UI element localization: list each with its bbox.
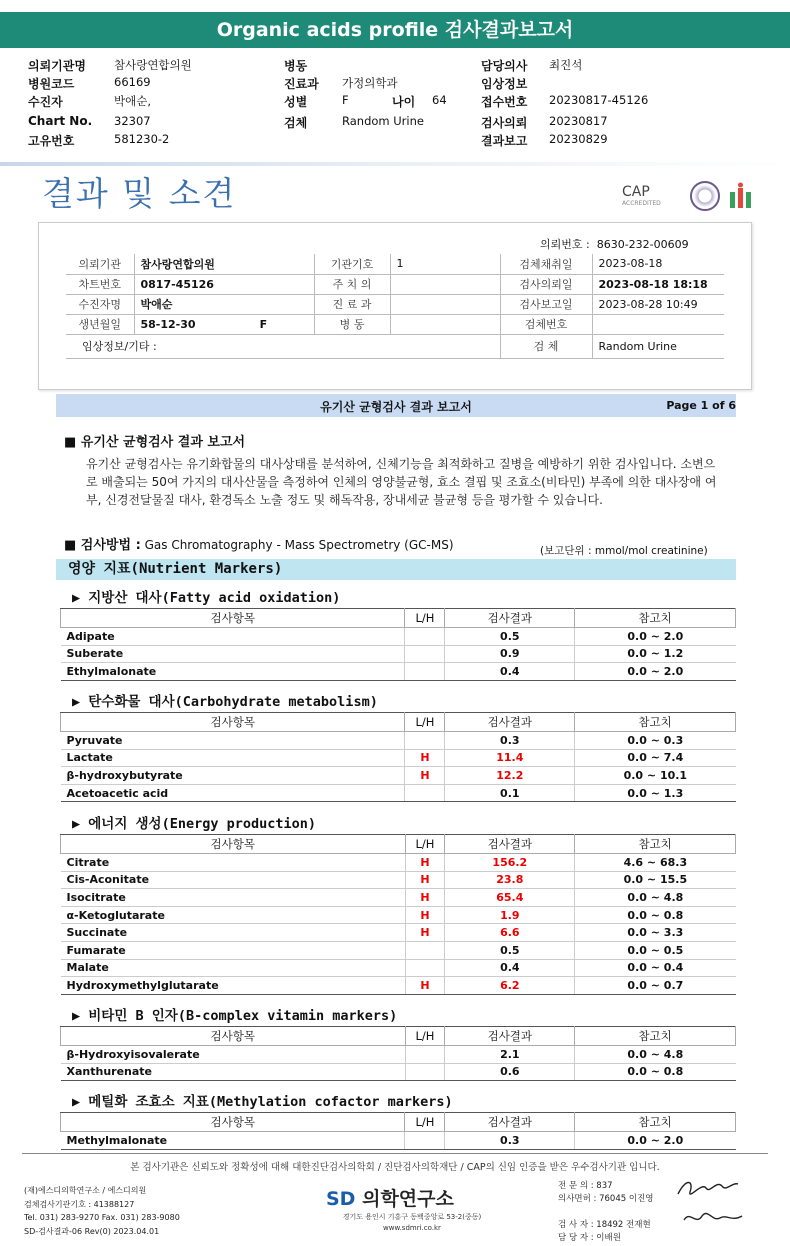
lh-flag: H [405, 977, 445, 995]
header-value: 최진석 [549, 58, 583, 72]
sd-logo-text: 의학연구소 [362, 1188, 454, 1210]
footer-right-line: 전 문 의 : 837 [558, 1181, 613, 1191]
group-title: ▶ 에너지 생성(Energy production) [72, 816, 317, 832]
column-header: L/H [405, 609, 445, 628]
lh-flag [405, 663, 445, 681]
test-name: β-Hydroxyisovalerate [61, 1046, 406, 1064]
column-header: 참고치 [575, 713, 736, 732]
website: www.sdmri.co.kr [383, 1224, 441, 1232]
lh-flag [405, 784, 445, 802]
lh-flag [405, 645, 445, 663]
test-value: 0.6 [445, 1063, 575, 1081]
test-value: 6.6 [445, 924, 575, 942]
column-header: 참고치 [575, 609, 736, 628]
test-name: Suberate [61, 645, 405, 663]
dob-sex: F [259, 317, 268, 331]
test-name: α-Ketoglutarate [61, 906, 406, 924]
footer-left-line: (재)에스디의학연구소 / 에스디의원 [24, 1186, 147, 1195]
test-name: Lactate [61, 749, 405, 767]
info-value: 2023-08-28 10:49 [592, 294, 724, 314]
info-label: 검체번호 [500, 314, 592, 334]
lh-flag: H [405, 749, 445, 767]
info-value: 0817-45126 [134, 274, 314, 294]
column-header: 검사항목 [61, 1113, 405, 1132]
table-row [61, 732, 736, 750]
column-header: 참고치 [575, 1027, 736, 1046]
reference-range: 0.0 ~ 15.5 [575, 871, 736, 889]
header-label: Chart No. [28, 114, 93, 128]
column-header: 참고치 [575, 835, 736, 854]
info-value: 참사랑연합의원 [134, 254, 314, 274]
header-label: 접수번호 [481, 95, 528, 109]
table-row [61, 854, 736, 872]
sd-logo [326, 1184, 454, 1211]
lh-flag: H [405, 906, 445, 924]
table-row [61, 941, 736, 959]
lh-flag [405, 1046, 445, 1064]
reference-range: 0.0 ~ 7.4 [575, 749, 736, 767]
signature-2-icon [680, 1206, 750, 1228]
group-title: ▶ 지방산 대사(Fatty acid oxidation) [72, 590, 341, 606]
header-value: 참사랑연합의원 [114, 58, 192, 72]
footer-note: 본 검사기관은 신뢰도와 정확성에 대해 대한진단검사의학회 / 진단검사의학재단 / CAP의 신임 인증을 받은 우수검사기관 입니다. [130, 1162, 660, 1173]
result-heading: 결과 및 소견 [42, 174, 237, 213]
column-header: 검사결과 [445, 609, 575, 628]
header-value: 20230817 [549, 114, 608, 128]
column-header: 검사항목 [61, 1027, 406, 1046]
test-value: 2.1 [445, 1046, 575, 1064]
column-header: L/H [405, 713, 445, 732]
info-value: 1 [390, 254, 500, 274]
footer-divider [22, 1153, 768, 1154]
info-label: 주 치 의 [314, 274, 390, 294]
test-value: 23.8 [445, 871, 575, 889]
age-label: 나이 [392, 95, 416, 109]
reference-range: 0.0 ~ 0.4 [575, 959, 736, 977]
test-name: Pyruvate [61, 732, 405, 750]
lh-flag: H [405, 871, 445, 889]
test-value: 0.3 [445, 1132, 575, 1150]
header-label: 성별 [284, 95, 308, 109]
info-label: 기관기호 [314, 254, 390, 274]
info-label: 검사의뢰일 [500, 274, 592, 294]
table-row [61, 871, 736, 889]
test-value: 156.2 [445, 854, 575, 872]
table-row [61, 924, 736, 942]
lh-flag: H [405, 924, 445, 942]
test-value: 0.1 [445, 784, 575, 802]
column-header: L/H [405, 1027, 445, 1046]
test-name: Xanthurenate [61, 1063, 406, 1081]
reference-range: 0.0 ~ 0.8 [575, 906, 736, 924]
patient-info-table [66, 254, 724, 359]
cap-logo [622, 184, 661, 207]
reference-range: 0.0 ~ 0.3 [575, 732, 736, 750]
age-value: 64 [432, 93, 447, 107]
clinical-label: 임상정보/기타 : [66, 334, 500, 358]
header-label: 진료과 [284, 77, 319, 91]
report-bar [56, 394, 736, 417]
group-title: ▶ 탄수화물 대사(Carbohydrate metabolism) [72, 694, 378, 710]
lh-flag [405, 1063, 445, 1081]
info-label: 진 료 과 [314, 294, 390, 314]
header-label: 의뢰기관명 [28, 59, 86, 73]
info-label: 차트번호 [66, 274, 134, 294]
test-name: Methylmalonate [61, 1132, 405, 1150]
table-row [61, 784, 736, 802]
footer-right-line: 의사면허 : 76045 이진영 [558, 1194, 654, 1204]
info-value [390, 274, 500, 294]
header-label: 임상정보 [481, 77, 528, 91]
reference-range: 0.0 ~ 10.1 [575, 767, 736, 785]
info-value [390, 314, 500, 334]
test-value: 0.5 [445, 628, 575, 646]
info-label: 검사보고일 [500, 294, 592, 314]
result-table [60, 1026, 736, 1081]
lh-flag [405, 1132, 445, 1150]
report-unit: (보고단위 : mmol/mol creatinine) [540, 545, 708, 557]
test-name: Acetoacetic acid [61, 784, 405, 802]
info-label: 수진자명 [66, 294, 134, 314]
table-row [61, 628, 736, 646]
info-value [134, 314, 314, 334]
column-header: 검사항목 [61, 609, 405, 628]
table-row [61, 1132, 736, 1150]
test-value: 0.4 [445, 663, 575, 681]
column-header: 검사항목 [61, 713, 405, 732]
info-value: 2023-08-18 18:18 [592, 274, 724, 294]
test-name: β-hydroxybutyrate [61, 767, 405, 785]
intro-text: 유기산 균형검사는 유기화합물의 대사상태를 분석하여, 신체기능을 최적화하고 질병을 예방하기 위한 검사입니다. 소변으로 배출되는 50여 가지의 대사산물을 측정하여 인체의 영양불균형, 효소 결핍 및 조효소(비타민) 부족에 의한 대사장애 여부, 신경전달물질 대사, 환경독소 노출 정도 및 해독작용, 장내세균 불균형 등을 평가할 수 있습니다. [86, 457, 717, 507]
header-label: 검체 [284, 116, 308, 130]
info-value: 박애순 [134, 294, 314, 314]
reference-range: 4.6 ~ 68.3 [575, 854, 736, 872]
lh-flag [405, 941, 445, 959]
test-name: Cis-Aconitate [61, 871, 406, 889]
result-table [60, 712, 736, 802]
seal-logo-icon [690, 181, 720, 211]
info-label: 병 동 [314, 314, 390, 334]
footer-left-line: 검체검사기관기호 : 41388127 [24, 1199, 135, 1209]
reference-range: 0.0 ~ 0.7 [575, 977, 736, 995]
info-value [592, 314, 724, 334]
page-indicator: Page 1 of 6 [666, 399, 736, 412]
result-table [60, 608, 736, 681]
reference-range: 0.0 ~ 2.0 [575, 663, 736, 681]
divider [0, 162, 790, 166]
group-title: ▶ 비타민 B 인자(B-complex vitamin markers) [72, 1008, 398, 1024]
footer-left-line: Tel. 031) 283-9270 Fax. 031) 283-9080 [24, 1213, 180, 1222]
specimen-value: Random Urine [592, 334, 724, 358]
header-value: 20230829 [549, 132, 608, 146]
footer-right-line: 검 사 자 : 18492 전재현 [558, 1220, 651, 1230]
request-number [540, 236, 689, 252]
table-row [61, 663, 736, 681]
test-value: 1.9 [445, 906, 575, 924]
info-label: 생년월일 [66, 314, 134, 334]
header-value: 32307 [114, 114, 151, 128]
header-label: 결과보고 [481, 134, 528, 148]
header-label: 수진자 [28, 95, 63, 109]
signature-1-icon [674, 1176, 744, 1202]
reference-range: 0.0 ~ 4.8 [575, 1046, 736, 1064]
header-label: 병원코드 [28, 77, 75, 91]
sd-logo-mark: SD [326, 1188, 356, 1210]
table-row [61, 1046, 736, 1064]
test-value: 0.4 [445, 959, 575, 977]
reference-range: 0.0 ~ 0.5 [575, 941, 736, 959]
test-value: 0.9 [445, 645, 575, 663]
group-title: ▶ 메틸화 조효소 지표(Methylation cofactor markers) [72, 1094, 453, 1110]
nutrient-markers-bar: 영양 지표(Nutrient Markers) [56, 559, 736, 580]
method [64, 534, 454, 553]
table-row [61, 749, 736, 767]
result-table [60, 834, 736, 995]
header-value: F [342, 93, 349, 107]
info-label: 검체채취일 [500, 254, 592, 274]
test-name: Hydroxymethylglutarate [61, 977, 406, 995]
reference-range: 0.0 ~ 1.3 [575, 784, 736, 802]
column-header: 검사결과 [445, 835, 575, 854]
header-value: 66169 [114, 75, 151, 89]
reference-range: 0.0 ~ 2.0 [575, 1132, 736, 1150]
method-value: Gas Chromatography - Mass Spectrometry (GC-MS) [144, 538, 454, 552]
test-name: Isocitrate [61, 889, 406, 907]
request-number-value: 8630-232-00609 [596, 238, 689, 251]
lab-logo-icon [728, 182, 754, 210]
lh-flag [405, 732, 445, 750]
column-header: 참고치 [575, 1113, 736, 1132]
footer-right [558, 1180, 654, 1245]
header-label: 담당의사 [481, 59, 528, 73]
column-header: 검사결과 [445, 1027, 575, 1046]
lh-flag [405, 628, 445, 646]
method-label: ■ 검사방법 : [64, 538, 141, 553]
column-header: L/H [405, 1113, 445, 1132]
test-value: 12.2 [445, 767, 575, 785]
cap-logo-main: CAP [622, 184, 650, 200]
test-name: Succinate [61, 924, 406, 942]
reference-range: 0.0 ~ 1.2 [575, 645, 736, 663]
header-value: 581230-2 [114, 132, 170, 146]
header-label: 고유번호 [28, 134, 75, 148]
lh-flag: H [405, 854, 445, 872]
info-value: 2023-08-18 [592, 254, 724, 274]
header-value: 20230817-45126 [549, 93, 649, 107]
cap-logo-sub: ACCREDITED [622, 200, 661, 207]
result-table [60, 1112, 736, 1150]
test-name: Malate [61, 959, 406, 977]
header-label: 병동 [284, 59, 308, 73]
footer-address [312, 1212, 512, 1234]
reference-range: 0.0 ~ 2.0 [575, 628, 736, 646]
table-row [61, 645, 736, 663]
lh-flag: H [405, 889, 445, 907]
table-row [61, 1063, 736, 1081]
table-row [61, 767, 736, 785]
table-row [61, 906, 736, 924]
column-header: 검사결과 [445, 1113, 575, 1132]
request-number-label: 의뢰번호 : [540, 238, 590, 251]
info-label: 의뢰기관 [66, 254, 134, 274]
info-value [390, 294, 500, 314]
footer-left-line: SD-검사결과-06 Rev(0) 2023.04.01 [24, 1226, 160, 1236]
specimen-label: 검 체 [500, 334, 592, 358]
test-name: Citrate [61, 854, 406, 872]
column-header: 검사항목 [61, 835, 406, 854]
intro-heading: ■ 유기산 균형검사 결과 보고서 [64, 435, 246, 450]
footer-left [24, 1184, 180, 1238]
report-title: Organic acids profile 검사결과보고서 [0, 12, 790, 48]
header-label: 검사의뢰 [481, 116, 528, 130]
reference-range: 0.0 ~ 0.8 [575, 1063, 736, 1081]
header-value: Random Urine [342, 114, 424, 128]
table-row [61, 889, 736, 907]
test-value: 65.4 [445, 889, 575, 907]
test-value: 11.4 [445, 749, 575, 767]
footer-right-line: 담 당 자 : 이배원 [558, 1233, 621, 1243]
test-value: 0.5 [445, 941, 575, 959]
column-header: L/H [405, 835, 445, 854]
reference-range: 0.0 ~ 4.8 [575, 889, 736, 907]
test-name: Adipate [61, 628, 405, 646]
lh-flag: H [405, 767, 445, 785]
dob: 58-12-30 [140, 317, 196, 331]
lh-flag [405, 959, 445, 977]
test-name: Fumarate [61, 941, 406, 959]
test-name: Ethylmalonate [61, 663, 405, 681]
footer-right-line [558, 1206, 654, 1219]
test-value: 6.2 [445, 977, 575, 995]
header-value: 박애순, [114, 94, 151, 108]
table-row [61, 977, 736, 995]
report-bar-title: 유기산 균형검사 결과 보고서 [320, 400, 472, 414]
header-value: 가정의학과 [342, 76, 398, 90]
test-value: 0.3 [445, 732, 575, 750]
reference-range: 0.0 ~ 3.3 [575, 924, 736, 942]
table-row [61, 959, 736, 977]
address: 경기도 용인시 기흥구 동백중앙로 53-2(중동) [342, 1213, 482, 1221]
column-header: 검사결과 [445, 713, 575, 732]
